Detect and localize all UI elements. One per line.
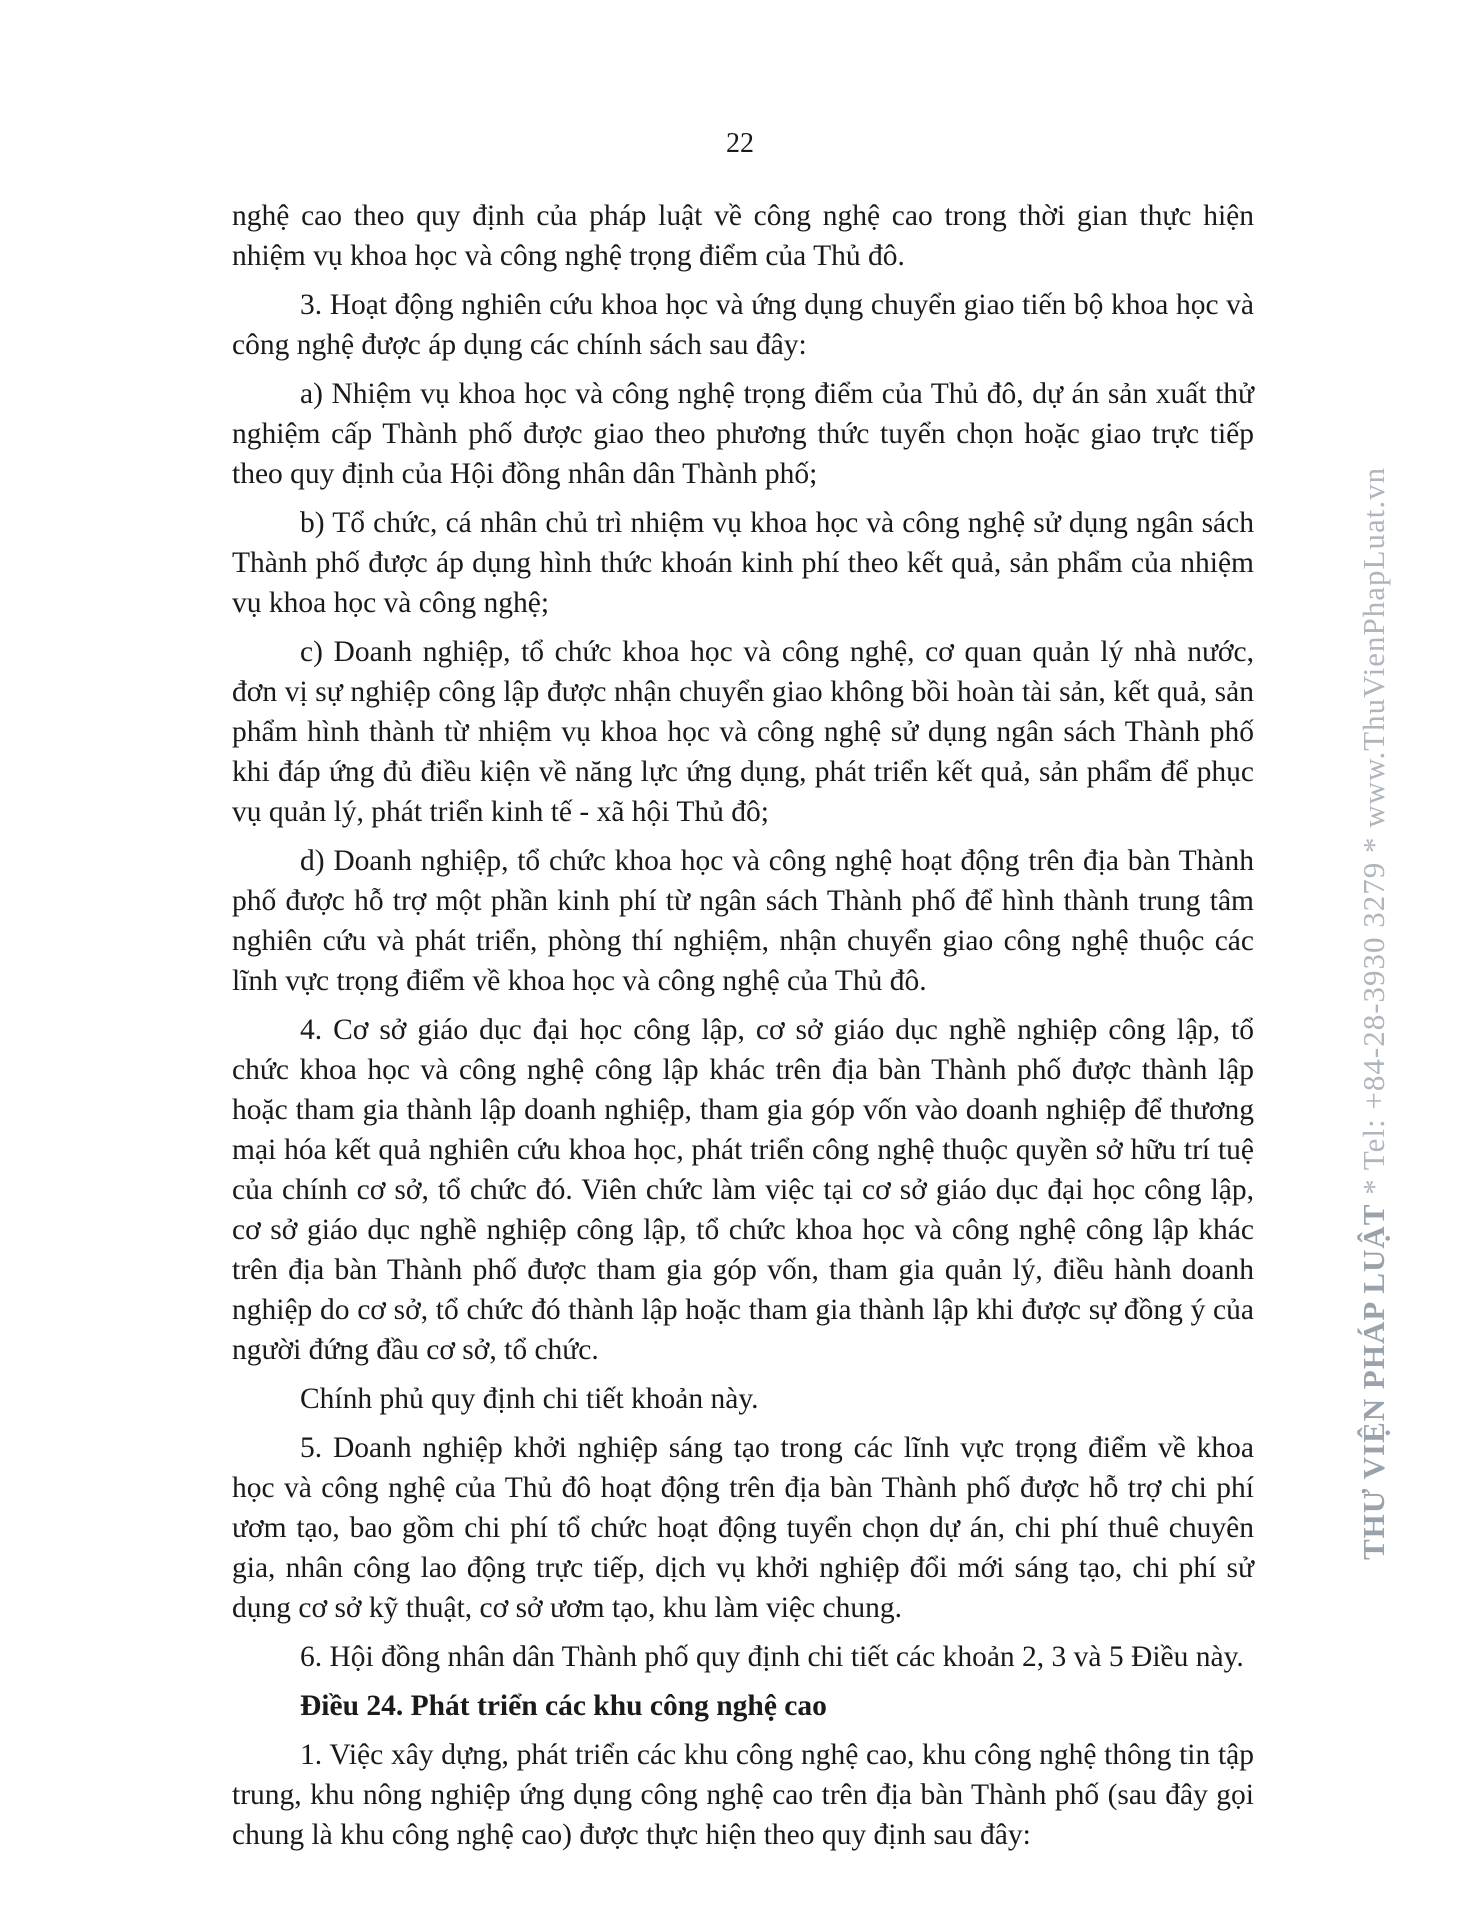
paragraph-continuation: nghệ cao theo quy định của pháp luật về công nghệ cao trong thời gian thực hiện nhiệm vụ khoa học và công nghệ trọng điểm của Thủ đô. [232, 200, 1254, 272]
paragraph-clause-3: 3. Hoạt động nghiên cứu khoa học và ứng dụng chuyển giao tiến bộ khoa học và công nghệ được áp dụng các chính sách sau đây: [232, 289, 1254, 361]
document-body [232, 196, 1254, 1864]
article-24-heading: Điều 24. Phát triển các khu công nghệ cao [300, 1690, 827, 1722]
page-number: 22 [726, 128, 754, 159]
paragraph-point-a: a) Nhiệm vụ khoa học và công nghệ trọng điểm của Thủ đô, dự án sản xuất thử nghiệm cấp Thành phố được giao theo phương thức tuyển chọn hoặc giao trực tiếp theo quy định của Hội đồng nhân dân Thành phố; [232, 378, 1254, 490]
paragraph-point-c: c) Doanh nghiệp, tổ chức khoa học và công nghệ, cơ quan quản lý nhà nước, đơn vị sự nghiệp công lập được nhận chuyển giao không bồi hoàn tài sản, kết quả, sản phẩm hình thành từ nhiệm vụ khoa học và công nghệ sử dụng ngân sách Thành phố khi đáp ứng đủ điều kiện về năng lực ứng dụng, phát triển kết quả, sản phẩm để phục vụ quản lý, phát triển kinh tế - xã hội Thủ đô; [232, 636, 1254, 828]
side-watermark [1356, 467, 1392, 1560]
paragraph-government-note: Chính phủ quy định chi tiết khoản này. [300, 1383, 759, 1415]
watermark-brand: THƯ VIỆN PHÁP LUẬT [1356, 1203, 1391, 1560]
paragraph-clause-6: 6. Hội đồng nhân dân Thành phố quy định chi tiết các khoản 2, 3 và 5 Điều này. [300, 1641, 1244, 1673]
paragraph-point-b: b) Tổ chức, cá nhân chủ trì nhiệm vụ khoa học và công nghệ sử dụng ngân sách Thành phố được áp dụng hình thức khoán kinh phí theo kết quả, sản phẩm của nhiệm vụ khoa học và công nghệ; [232, 507, 1254, 619]
paragraph-point-d: d) Doanh nghiệp, tổ chức khoa học và công nghệ hoạt động trên địa bàn Thành phố được hỗ trợ một phần kinh phí từ ngân sách Thành phố để hình thành trung tâm nghiên cứu và phát triển, phòng thí nghiệm, nhận chuyển giao công nghệ thuộc các lĩnh vực trọng điểm về khoa học và công nghệ của Thủ đô. [232, 845, 1254, 997]
paragraph-clause-4: 4. Cơ sở giáo dục đại học công lập, cơ sở giáo dục nghề nghiệp công lập, tổ chức khoa học và công nghệ công lập khác trên địa bàn Thành phố được thành lập hoặc tham gia thành lập doanh nghiệp, tham gia góp vốn vào doanh nghiệp để thương mại hóa kết quả nghiên cứu khoa học, phát triển công nghệ thuộc quyền sở hữu trí tuệ của chính cơ sở, tổ chức đó. Viên chức làm việc tại cơ sở giáo dục đại học công lập, cơ sở giáo dục nghề nghiệp công lập, tổ chức khoa học và công nghệ công lập khác trên địa bàn Thành phố được tham gia góp vốn, tham gia quản lý, điều hành doanh nghiệp do cơ sở, tổ chức đó thành lập hoặc tham gia thành lập khi được sự đồng ý của người đứng đầu cơ sở, tổ chức. [232, 1014, 1254, 1366]
article-24-clause-1: 1. Việc xây dựng, phát triển các khu công nghệ cao, khu công nghệ thông tin tập trung, khu nông nghiệp ứng dụng công nghệ cao trên địa bàn Thành phố (sau đây gọi chung là khu công nghệ cao) được thực hiện theo quy định sau đây: [232, 1739, 1254, 1851]
paragraph-clause-5: 5. Doanh nghiệp khởi nghiệp sáng tạo trong các lĩnh vực trọng điểm về khoa học và công nghệ của Thủ đô hoạt động trên địa bàn Thành phố được hỗ trợ chi phí ươm tạo, bao gồm chi phí tổ chức hoạt động tuyển chọn dự án, chi phí thuê chuyên gia, nhân công lao động trực tiếp, dịch vụ khởi nghiệp đổi mới sáng tạo, chi phí sử dụng cơ sở kỹ thuật, cơ sở ươm tạo, khu làm việc chung. [232, 1432, 1254, 1624]
watermark-contact: * Tel: +84-28-3930 3279 * www.ThuVienPhapLuat.vn [1356, 466, 1391, 1195]
